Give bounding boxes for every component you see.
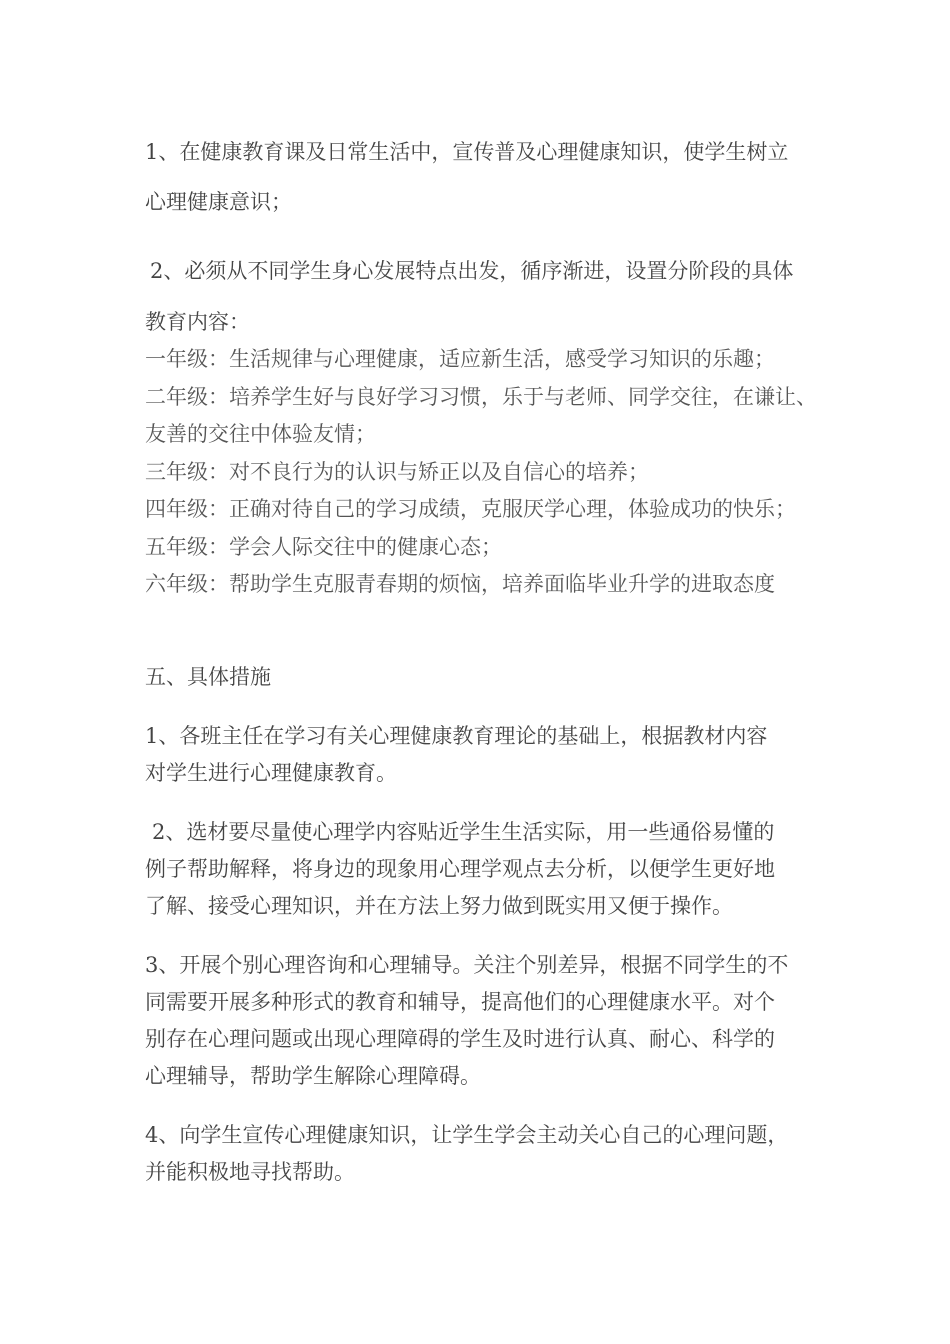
item1-line1: 1、在健康教育课及日常生活中，宣传普及心理健康知识，使学生树立 bbox=[145, 140, 789, 164]
measure3-line3: 别存在心理问题或出现心理障碍的学生及时进行认真、耐心、科学的 bbox=[145, 1027, 775, 1051]
measure3-line4: 心理辅导，帮助学生解除心理障碍。 bbox=[145, 1064, 481, 1088]
item1-line2: 心理健康意识； bbox=[145, 190, 292, 214]
item2-line1: 2、必须从不同学生身心发展特点出发，循序渐进，设置分阶段的具体 bbox=[150, 259, 794, 283]
measure4-line2: 并能积极地寻找帮助。 bbox=[145, 1160, 355, 1184]
section-heading: 五、具体措施 bbox=[145, 665, 271, 689]
grade-line-4: 三年级：对不良行为的认识与矫正以及自信心的培养； bbox=[145, 460, 649, 484]
measure2-line1: 2、选材要尽量使心理学内容贴近学生生活实际，用一些通俗易懂的 bbox=[152, 820, 775, 844]
grade-line-2: 二年级：培养学生好与良好学习习惯，乐于与老师、同学交往，在谦让、 bbox=[145, 385, 817, 409]
measure2-line3: 了解、接受心理知识，并在方法上努力做到既实用又便于操作。 bbox=[145, 894, 733, 918]
measure1-line1: 1、各班主任在学习有关心理健康教育理论的基础上，根据教材内容 bbox=[145, 724, 768, 748]
measure3-line2: 同需要开展多种形式的教育和辅导，提高他们的心理健康水平。对个 bbox=[145, 990, 775, 1014]
grade-line-7: 六年级：帮助学生克服青春期的烦恼，培养面临毕业升学的进取态度 bbox=[145, 572, 775, 596]
grade-line-5: 四年级：正确对待自己的学习成绩，克服厌学心理，体验成功的快乐； bbox=[145, 497, 796, 521]
item2-line2: 教育内容： bbox=[145, 310, 250, 334]
measure4-line1: 4、向学生宣传心理健康知识，让学生学会主动关心自己的心理问题， bbox=[145, 1123, 789, 1147]
measure3-line1: 3、开展个别心理咨询和心理辅导。关注个别差异，根据不同学生的不 bbox=[145, 953, 789, 977]
grade-line-3: 友善的交往中体验友情； bbox=[145, 422, 376, 446]
grade-line-1: 一年级：生活规律与心理健康，适应新生活，感受学习知识的乐趣； bbox=[145, 347, 775, 371]
grade-line-6: 五年级：学会人际交往中的健康心态； bbox=[145, 535, 502, 559]
measure2-line2: 例子帮助解释，将身边的现象用心理学观点去分析，以便学生更好地 bbox=[145, 857, 775, 881]
measure1-line2: 对学生进行心理健康教育。 bbox=[145, 761, 397, 785]
